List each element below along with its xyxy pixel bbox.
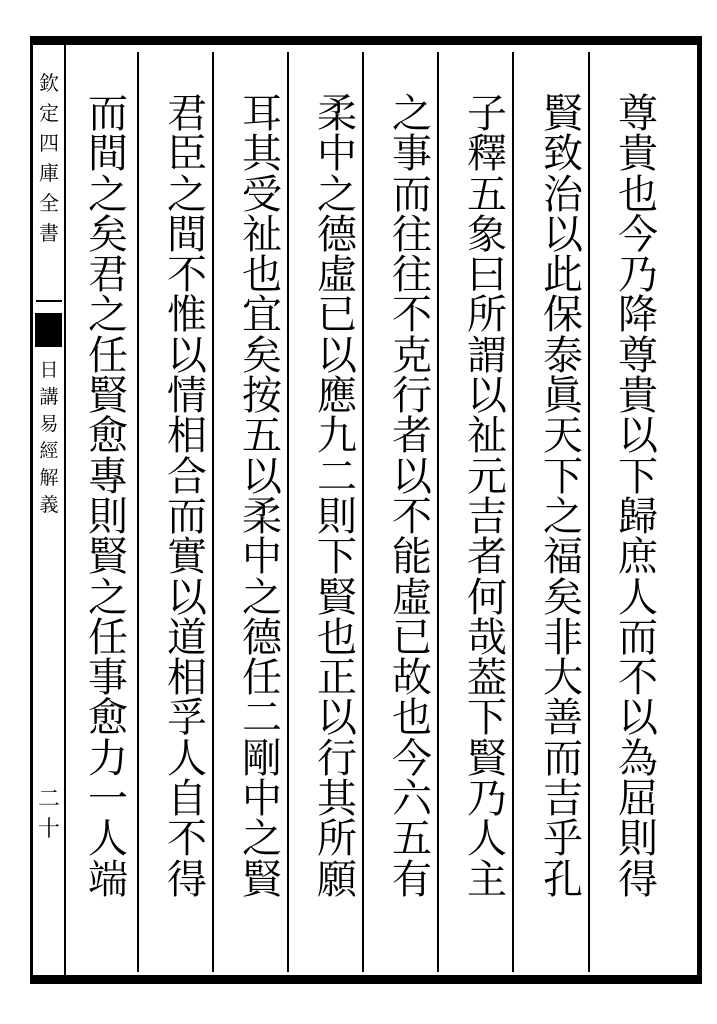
margin-book-title bbox=[34, 357, 64, 519]
column-character: 柔 bbox=[242, 493, 282, 540]
column-character: 六 bbox=[392, 776, 432, 823]
column-character: 屈 bbox=[618, 776, 658, 823]
column-character: 者 bbox=[392, 413, 432, 460]
column-character: 實 bbox=[167, 534, 207, 581]
column-character: 致 bbox=[543, 131, 583, 178]
column-character: 則 bbox=[317, 493, 357, 540]
column-character: 也 bbox=[618, 171, 658, 218]
column-character: 元 bbox=[467, 453, 507, 500]
column-character: 以 bbox=[618, 695, 658, 742]
column-character: 釋 bbox=[467, 131, 507, 178]
column-character: 宜 bbox=[242, 292, 282, 339]
column-character: 降 bbox=[618, 292, 658, 339]
column-character: 克 bbox=[392, 332, 432, 379]
margin-page-number: 二十 bbox=[37, 787, 60, 842]
column-character: 治 bbox=[543, 171, 583, 218]
text-column bbox=[159, 91, 215, 903]
column-character: 葢 bbox=[467, 655, 507, 702]
column-character: 矣 bbox=[88, 211, 128, 258]
column-character: 力 bbox=[88, 735, 128, 782]
column-character: 相 bbox=[167, 413, 207, 460]
column-character: 哉 bbox=[467, 614, 507, 661]
column-character: 道 bbox=[167, 614, 207, 661]
column-character: 也 bbox=[242, 252, 282, 299]
column-character: 任 bbox=[242, 655, 282, 702]
column-character: 二 bbox=[242, 695, 282, 742]
page-frame-bottom bbox=[30, 975, 702, 984]
fishtail-mark bbox=[35, 313, 62, 347]
column-character: 祉 bbox=[467, 413, 507, 460]
column-character: 合 bbox=[167, 453, 207, 500]
column-character: 不 bbox=[167, 816, 207, 863]
column-character: 人 bbox=[88, 816, 128, 863]
column-character: 二 bbox=[317, 453, 357, 500]
column-character: 虛 bbox=[392, 574, 432, 621]
column-character: 行 bbox=[317, 735, 357, 782]
column-character: 不 bbox=[618, 655, 658, 702]
column-character: 得 bbox=[618, 856, 658, 903]
column-character: 之 bbox=[88, 574, 128, 621]
column-character: 專 bbox=[88, 453, 128, 500]
page-frame-top bbox=[30, 36, 702, 45]
column-character: 五 bbox=[467, 171, 507, 218]
column-character: 泰 bbox=[543, 332, 583, 379]
column-character: 情 bbox=[167, 373, 207, 420]
column-character: 之 bbox=[317, 171, 357, 218]
column-character: 之 bbox=[392, 91, 432, 137]
column-character: 尊 bbox=[618, 332, 658, 379]
column-character: 以 bbox=[242, 453, 282, 500]
column-character: 天 bbox=[543, 413, 583, 460]
text-column bbox=[80, 91, 136, 903]
column-character: 往 bbox=[392, 252, 432, 299]
column-character: 祉 bbox=[242, 211, 282, 258]
column-character: 下 bbox=[317, 534, 357, 581]
column-character: 自 bbox=[167, 776, 207, 823]
column-character: 不 bbox=[392, 292, 432, 339]
column-character: 任 bbox=[88, 614, 128, 661]
column-character: 間 bbox=[167, 211, 207, 258]
column-character: 耳 bbox=[242, 91, 282, 137]
page-frame-right bbox=[697, 36, 702, 984]
page-frame-left bbox=[30, 36, 33, 984]
column-character: 一 bbox=[88, 776, 128, 823]
margin-character: 定 bbox=[39, 101, 59, 125]
column-character: 臣 bbox=[167, 131, 207, 178]
column-character: 君 bbox=[167, 91, 207, 137]
column-character: 事 bbox=[392, 131, 432, 178]
column-character: 尊 bbox=[618, 91, 658, 137]
column-character: 往 bbox=[392, 211, 432, 258]
column-character: 者 bbox=[467, 534, 507, 581]
column-character: 矣 bbox=[543, 574, 583, 621]
column-character: 賢 bbox=[88, 373, 128, 420]
column-character: 而 bbox=[618, 614, 658, 661]
margin-character: 四 bbox=[39, 131, 59, 155]
column-character: 吉 bbox=[467, 493, 507, 540]
margin-character: 義 bbox=[39, 494, 59, 516]
column-character: 庶 bbox=[618, 534, 658, 581]
column-character: 乎 bbox=[543, 816, 583, 863]
column-character: 矣 bbox=[242, 332, 282, 379]
column-character: 正 bbox=[317, 655, 357, 702]
column-character: 也 bbox=[392, 695, 432, 742]
margin-character: 解 bbox=[39, 467, 59, 489]
column-character: 今 bbox=[392, 735, 432, 782]
column-character: 五 bbox=[392, 816, 432, 863]
column-character: 不 bbox=[167, 252, 207, 299]
column-character: 其 bbox=[317, 776, 357, 823]
column-character: 之 bbox=[88, 292, 128, 339]
column-character: 謂 bbox=[467, 332, 507, 379]
column-character: 所 bbox=[317, 816, 357, 863]
column-character: 行 bbox=[392, 373, 432, 420]
column-character: 九 bbox=[317, 413, 357, 460]
text-column bbox=[459, 91, 515, 903]
column-character: 德 bbox=[317, 211, 357, 258]
column-character: 曰 bbox=[467, 252, 507, 299]
margin-character: 庫 bbox=[39, 161, 59, 185]
column-character: 也 bbox=[317, 614, 357, 661]
column-character: 貴 bbox=[618, 131, 658, 178]
column-character: 以 bbox=[543, 211, 583, 258]
column-character: 而 bbox=[88, 91, 128, 137]
column-character: 孚 bbox=[167, 695, 207, 742]
column-character: 故 bbox=[392, 655, 432, 702]
column-character: 得 bbox=[167, 856, 207, 903]
column-character: 乃 bbox=[618, 252, 658, 299]
column-character: 善 bbox=[543, 695, 583, 742]
column-character: 以 bbox=[317, 695, 357, 742]
column-character: 人 bbox=[618, 574, 658, 621]
column-character: 端 bbox=[88, 856, 128, 903]
column-character: 而 bbox=[392, 171, 432, 218]
column-character: 子 bbox=[467, 91, 507, 137]
column-character: 剛 bbox=[242, 735, 282, 782]
column-character: 其 bbox=[242, 131, 282, 178]
column-character: 中 bbox=[317, 131, 357, 178]
column-character: 虛 bbox=[317, 252, 357, 299]
column-character: 吉 bbox=[543, 776, 583, 823]
column-character: 以 bbox=[317, 332, 357, 379]
column-character: 愈 bbox=[88, 695, 128, 742]
column-character: 人 bbox=[167, 735, 207, 782]
column-character: 愈 bbox=[88, 413, 128, 460]
column-character: 柔 bbox=[317, 91, 357, 137]
column-character: 間 bbox=[88, 131, 128, 178]
column-character: 此 bbox=[543, 252, 583, 299]
column-character: 相 bbox=[167, 655, 207, 702]
column-character: 所 bbox=[467, 292, 507, 339]
text-column bbox=[309, 91, 365, 903]
column-character: 以 bbox=[618, 413, 658, 460]
text-column bbox=[234, 91, 290, 903]
text-column bbox=[384, 91, 440, 903]
column-character: 以 bbox=[392, 453, 432, 500]
margin-character: 易 bbox=[39, 413, 59, 435]
column-character: 大 bbox=[543, 655, 583, 702]
column-character: 人 bbox=[467, 816, 507, 863]
column-character: 以 bbox=[467, 373, 507, 420]
column-character: 主 bbox=[467, 856, 507, 903]
column-character: 下 bbox=[543, 453, 583, 500]
column-character: 任 bbox=[88, 332, 128, 379]
column-character: 之 bbox=[242, 816, 282, 863]
column-character: 已 bbox=[317, 292, 357, 339]
text-column bbox=[610, 91, 666, 903]
column-character: 而 bbox=[167, 493, 207, 540]
column-character: 已 bbox=[392, 614, 432, 661]
margin-divider bbox=[64, 45, 66, 975]
column-character: 之 bbox=[167, 171, 207, 218]
column-character: 賢 bbox=[317, 574, 357, 621]
column-character: 則 bbox=[88, 493, 128, 540]
column-character: 不 bbox=[392, 493, 432, 540]
column-character: 賢 bbox=[543, 91, 583, 137]
margin-character: 欽 bbox=[39, 71, 59, 95]
column-character: 則 bbox=[618, 816, 658, 863]
column-character: 何 bbox=[467, 574, 507, 621]
column-rule bbox=[137, 52, 139, 972]
column-character: 象 bbox=[467, 211, 507, 258]
column-character: 君 bbox=[88, 252, 128, 299]
column-character: 下 bbox=[467, 695, 507, 742]
column-character: 為 bbox=[618, 735, 658, 782]
column-character: 非 bbox=[543, 614, 583, 661]
column-character: 之 bbox=[242, 574, 282, 621]
column-character: 願 bbox=[317, 856, 357, 903]
column-character: 受 bbox=[242, 171, 282, 218]
text-column bbox=[535, 91, 591, 903]
column-character: 五 bbox=[242, 413, 282, 460]
column-character: 賢 bbox=[467, 735, 507, 782]
margin-collection-title bbox=[34, 68, 64, 248]
margin-character: 書 bbox=[39, 221, 59, 245]
column-character: 中 bbox=[242, 534, 282, 581]
column-character: 貴 bbox=[618, 373, 658, 420]
column-character: 事 bbox=[88, 655, 128, 702]
column-character: 以 bbox=[167, 574, 207, 621]
column-character: 有 bbox=[392, 856, 432, 903]
margin-character: 經 bbox=[39, 440, 59, 462]
margin-rule bbox=[36, 300, 62, 302]
column-character: 能 bbox=[392, 534, 432, 581]
column-character: 乃 bbox=[467, 776, 507, 823]
column-character: 之 bbox=[543, 493, 583, 540]
column-character: 中 bbox=[242, 776, 282, 823]
column-character: 應 bbox=[317, 373, 357, 420]
column-character: 今 bbox=[618, 211, 658, 258]
column-character: 下 bbox=[618, 453, 658, 500]
column-character: 德 bbox=[242, 614, 282, 661]
column-character: 之 bbox=[88, 171, 128, 218]
column-character: 賢 bbox=[88, 534, 128, 581]
column-character: 眞 bbox=[543, 373, 583, 420]
column-character: 以 bbox=[167, 332, 207, 379]
column-character: 賢 bbox=[242, 856, 282, 903]
column-character: 福 bbox=[543, 534, 583, 581]
column-character: 歸 bbox=[618, 493, 658, 540]
margin-character: 全 bbox=[39, 191, 59, 215]
column-character: 保 bbox=[543, 292, 583, 339]
column-character: 惟 bbox=[167, 292, 207, 339]
column-character: 按 bbox=[242, 373, 282, 420]
column-character: 孔 bbox=[543, 856, 583, 903]
margin-character: 講 bbox=[39, 386, 59, 408]
margin-character: 日 bbox=[39, 359, 59, 381]
column-character: 而 bbox=[543, 735, 583, 782]
